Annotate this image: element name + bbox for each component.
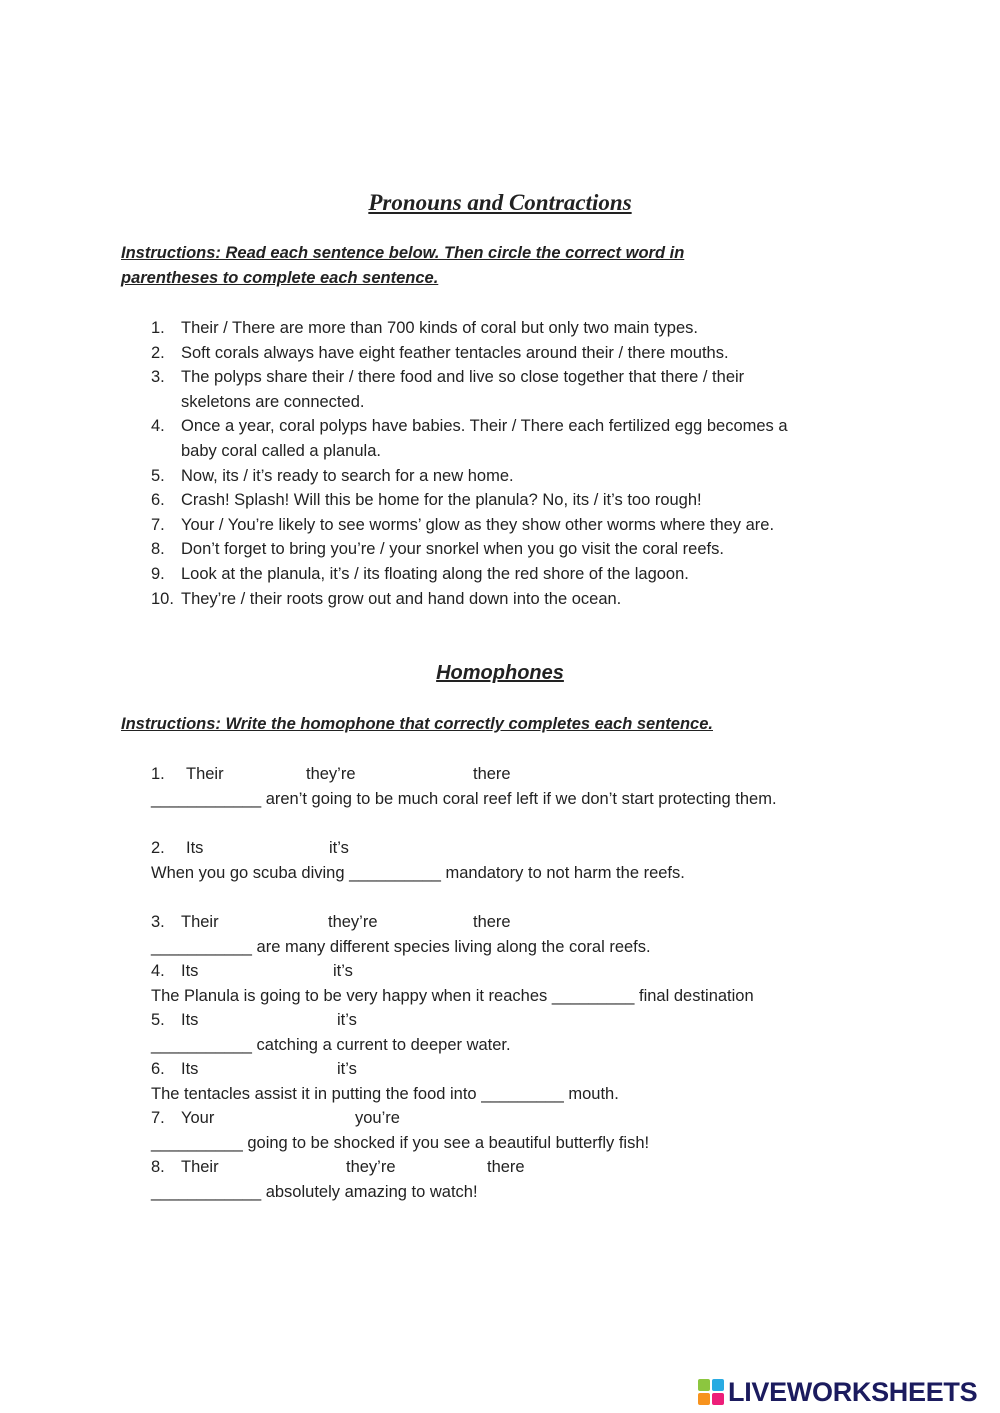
question-number: 10.	[151, 589, 174, 608]
question-number: 8.	[151, 540, 165, 559]
homophone-number: 2.	[151, 839, 165, 857]
homophone-number: 6.	[151, 1060, 165, 1078]
fill-in-sentence: ___________ catching a current to deeper water.	[151, 1035, 511, 1054]
section2-instructions: Instructions: Write the homophone that correctly completes each sentence.	[121, 715, 713, 733]
section1-instructions-line1: Instructions: Read each sentence below. Then circle the correct word in	[121, 244, 685, 262]
homophone-number: 8.	[151, 1158, 165, 1176]
fill-in-sentence: The Planula is going to be very happy when it reaches _________ final destination	[151, 986, 754, 1005]
fill-in-sentence: ___________ are many different species living along the coral reefs.	[151, 937, 651, 956]
question-text: Soft corals always have eight feather tentacles around their / there mouths.	[181, 343, 729, 362]
question-text: Their / There are more than 700 kinds of coral but only two main types.	[181, 319, 698, 337]
homophone-choice: it’s	[337, 1060, 357, 1078]
question-text: Your / You’re likely to see worms’ glow as they show other worms where they are.	[181, 515, 775, 534]
question-text: baby coral called a planula.	[181, 442, 381, 460]
homophone-number: 4.	[151, 962, 165, 980]
watermark-text: LIVEWORKSHEETS	[728, 1376, 978, 1407]
question-text: They’re / their roots grow out and hand down into the ocean.	[181, 589, 622, 608]
homophone-number: 1.	[151, 765, 165, 783]
homophone-choice: they’re	[306, 765, 356, 783]
fill-in-sentence: When you go scuba diving __________ mandatory to not harm the reefs.	[151, 863, 685, 882]
homophone-choice: there	[473, 765, 511, 783]
homophone-choice: it’s	[333, 962, 353, 980]
homophone-choice: you’re	[355, 1109, 400, 1127]
question-number: 3.	[151, 368, 165, 387]
homophone-choice: there	[473, 913, 511, 931]
question-number: 6.	[151, 491, 165, 510]
section1-instructions-line2: parentheses to complete each sentence.	[121, 269, 439, 287]
question-number: 5.	[151, 466, 165, 485]
fill-in-sentence: ____________ aren’t going to be much coral reef left if we don’t start protecting them.	[151, 789, 777, 808]
homophone-choice: Their	[181, 1158, 219, 1176]
homophone-choice: Its	[181, 1060, 199, 1078]
question-number: 4.	[151, 417, 165, 436]
homophone-choice: Its	[181, 962, 199, 980]
homophone-choice: Its	[186, 839, 204, 857]
homophone-choice: they’re	[346, 1158, 396, 1176]
homophone-number: 7.	[151, 1109, 165, 1127]
homophone-number: 3.	[151, 913, 165, 931]
question-text: Don’t forget to bring you’re / your snorkel when you go visit the coral reefs.	[181, 540, 724, 559]
homophone-choice: it’s	[329, 839, 349, 857]
section1-title: Pronouns and Contractions	[368, 190, 632, 215]
homophone-choice: Its	[181, 1011, 199, 1029]
question-text: The polyps share their / there food and live so close together that there / their	[181, 368, 745, 387]
question-text: Once a year, coral polyps have babies. Their / There each fertilized egg becomes a	[181, 417, 788, 436]
homophone-number: 5.	[151, 1011, 165, 1029]
liveworksheets-watermark	[698, 1376, 977, 1408]
homophone-choice: it’s	[337, 1011, 357, 1029]
fill-in-sentence: ____________ absolutely amazing to watch!	[151, 1182, 478, 1201]
question-text: Crash! Splash! Will this be home for the planula? No, its / it’s too rough!	[181, 491, 702, 510]
fill-in-sentence: __________ going to be shocked if you see a beautiful butterfly fish!	[151, 1133, 650, 1152]
question-number: 1.	[151, 319, 165, 337]
section2-title: Homophones	[436, 662, 564, 684]
homophone-choice: there	[487, 1158, 525, 1176]
liveworksheets-logo-icon	[698, 1379, 724, 1405]
question-number: 7.	[151, 515, 165, 534]
homophone-choice: Their	[181, 913, 219, 931]
homophone-choice: they’re	[328, 913, 378, 931]
question-text: Now, its / it’s ready to search for a new home.	[181, 466, 514, 485]
question-number: 9.	[151, 565, 165, 583]
homophone-choice: Their	[186, 765, 224, 783]
homophone-choice: Your	[181, 1109, 215, 1127]
question-number: 2.	[151, 343, 165, 362]
question-text: skeletons are connected.	[181, 392, 365, 411]
question-text: Look at the planula, it’s / its floating along the red shore of the lagoon.	[181, 565, 689, 583]
fill-in-sentence: The tentacles assist it in putting the food into _________ mouth.	[151, 1084, 619, 1103]
